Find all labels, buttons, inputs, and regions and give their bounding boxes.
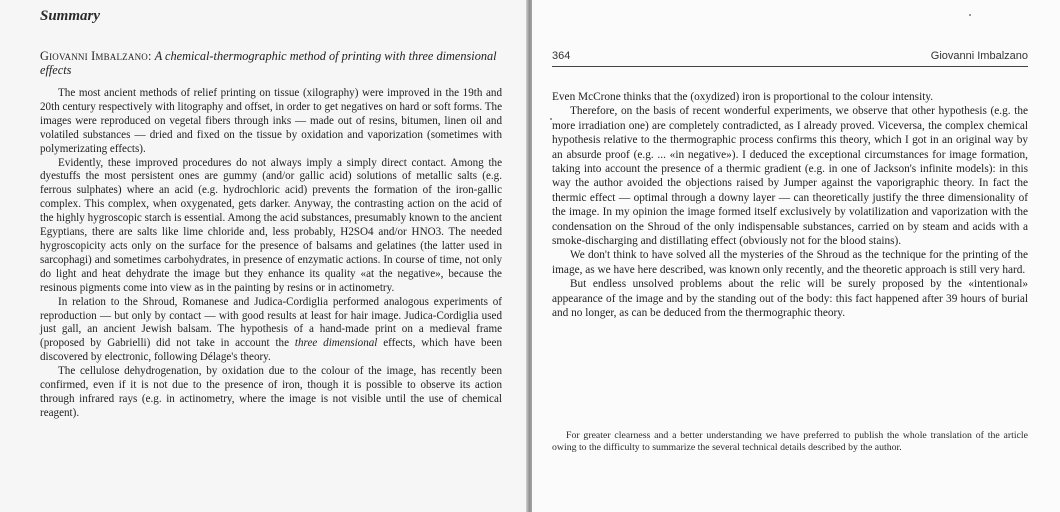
section-heading: Summary bbox=[40, 8, 101, 24]
page-number: 364 bbox=[552, 50, 571, 62]
summary-paragraph-4 bbox=[40, 365, 502, 421]
article-title-text: A chemical-thermographic method of printing with three dimensional effects bbox=[40, 49, 497, 77]
body-paragraph-3: We don't think to have solved all the mysteries of the Shroud as the technique for the printing of the image, as we have here described, was known only recently, and the theoretic approach is still very hard. bbox=[552, 249, 1028, 276]
paragraph-text: effects, which have been discovered by electronic, following Délage's theory. bbox=[40, 337, 502, 364]
body-paragraph-1: Even McCrone thinks that the (oxydized) iron is proportional to the colour intensity. bbox=[552, 91, 934, 103]
summary-paragraph-2 bbox=[40, 157, 502, 296]
article-title bbox=[40, 49, 502, 77]
footnote: For greater clearness and a better understanding we have preferred to publish the whole translation of the article owing to the difficulty to summarize the several technical details described by the author. bbox=[552, 430, 1028, 454]
paragraph-text: Evidently, these improved procedures do not always imply a simply direct contact. Among the dyestuffs the most persistent ones are gummy (and/or gallic acid) solutions of metallic salts (e.g. ferrous sulphates) where an acid (e.g. hydrochloric acid) prevents the formation of the iron-gallic complex. This complex, when oxygenated, gets darker. Anyway, the contrasting action on the acid of the highly hygroscopic starch is essential. Among the acid substances, presumably known to the ancient Egyptians, there are salts like lime chloride and, less probably, H2SO4 and/or HNO3. The needed hygroscopicity acts only on the surface for the presence of balsams and gelatines (the latter used in sarcophagi) and sometimes carbohydrates, in presence of enzymatic actions. In course of time, not only do light and heat dehydrate the image but they enhance its quality «at the negative», because the resinous pigments come into view as in the painting by resins or in actinometry. bbox=[40, 156, 502, 294]
paragraph-text: The most ancient methods of relief printing on tissue (xilography) were improved in the 19th and 20th century respectively with litography and offset, in order to get negatives on hard or soft forms. The images were reproduced on vegetal fibers through inks — made out of resins, bitumen, linen oil and volatiled substances — dried and fixed on the tissue by oxidation and vaporization (sometimes with polymerizating effects). bbox=[40, 87, 502, 155]
paragraph-text: In relation to the Shroud, Romanese and Judica-Cordiglia performed analogous experiments of reproduction — but only by contact — with good results at least for hair image. Judica-Cordiglia used just gall, an ancient Jewish balsam. The hypothesis of a hand-made print on a medieval frame (proposed by Gabrielli) did not take in account the bbox=[40, 295, 502, 350]
running-author: Giovanni Imbalzano bbox=[930, 50, 1028, 62]
paper-speck bbox=[550, 118, 552, 120]
article-author: Giovanni Imbalzano: bbox=[40, 49, 152, 63]
right-body bbox=[552, 90, 1028, 321]
body-paragraph-4: But endless unsolved problems about the relic will be surely proposed by the «intentional» appearance of the image and by the standing out of the body: this fact happened after 39 hours of burial and no longer, as can be deduced from the thermographic theory. bbox=[552, 278, 1028, 320]
left-page bbox=[0, 0, 528, 512]
paragraph-text: The cellulose dehydrogenation, by oxidation due to the colour of the image, has recently been confirmed, even if it is not due to the presence of iron, though it is possible to observe its action through infrared rays (e.g. in actinometry, where the image is not visible until the use of chemical reagent). bbox=[40, 365, 502, 419]
summary-paragraph-3 bbox=[40, 296, 502, 366]
emphasis-three-dimensional: three dimensional bbox=[294, 337, 378, 350]
paper-speck bbox=[969, 14, 971, 16]
summary-paragraph-1 bbox=[40, 87, 502, 157]
right-page bbox=[532, 0, 1060, 512]
running-head bbox=[552, 50, 1028, 67]
body-paragraph-2: Therefore, on the basis of recent wonderful experiments, we observe that other hypothesis (e.g. the more irradiation one) are completely contradicted, as I already proved. Viceversa, the complex chemical hypothesis relative to the thermographic process confirms this theory, which I got in an original way by an absurde proof (e.g. ... «in negative»). I deduced the exceptional circumstances for image formation, taking into account the presence of a thermic gradient (e.g. in one of Jackson's infinite models): in this way the author avoided the objections raised by Jumper against the vaporigraphic theory. In fact the thermic effect — optimal through a downy layer — can theoretically justify the three dimensionality of the image. In my opinion the image formed itself exclusively by volatilization and vaporization with the condensation on the Shroud of the only indispensable substances, carried on by steam and acids with a smoke-discharging and distillating effect (obviously not for the blood stains). bbox=[552, 105, 1028, 248]
